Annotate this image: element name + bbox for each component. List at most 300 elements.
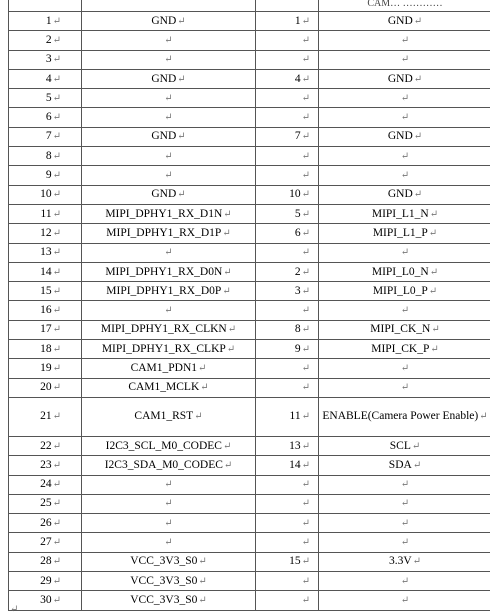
- return-mark: ↵: [52, 498, 61, 510]
- camera-signal-cell: [319, 359, 490, 377]
- return-mark: ↵: [301, 498, 310, 510]
- camera-pin-cell: [256, 51, 319, 69]
- table-row: [9, 70, 490, 89]
- return-mark: ↵: [52, 382, 61, 394]
- return-mark: ↵: [301, 479, 310, 491]
- return-mark: ↵: [52, 247, 61, 259]
- camera-signal-cell: [319, 340, 490, 358]
- table-row: [9, 186, 490, 205]
- camera-signal-cell: [319, 476, 490, 494]
- signal-name-cell-text: MIPI_DPHY1_RX_D1N: [105, 207, 223, 220]
- camera-pin-cell: [256, 166, 319, 184]
- camera-pin-cell: [256, 476, 319, 494]
- pin-number-cell: [9, 437, 82, 455]
- signal-name-cell-text: VCC_3V3_S0: [130, 593, 198, 606]
- return-mark: ↵: [52, 131, 61, 143]
- signal-name-cell-text: I2C3_SDA_M0_CODEC: [104, 458, 223, 471]
- camera-signal-cell: [319, 437, 490, 455]
- table-header-row: [9, 0, 490, 12]
- return-mark: ↵: [52, 54, 61, 66]
- return-mark: ↵: [400, 305, 410, 317]
- signal-name-cell: [82, 31, 256, 49]
- return-mark: ↵: [52, 343, 61, 355]
- signal-name-cell-text: VCC_3V3_S0: [130, 574, 198, 587]
- return-mark: ↵: [164, 54, 173, 66]
- return-mark: ↵: [222, 440, 232, 452]
- pin-number-cell-text: 7: [45, 130, 52, 143]
- header-cell-cam-signal: CAM… …………: [367, 0, 443, 9]
- signal-name-cell-text: VCC_3V3_S0: [130, 555, 198, 568]
- camera-signal-cell: [319, 282, 490, 300]
- signal-name-cell-text: MIPI_DPHY1_RX_D1P: [106, 226, 222, 239]
- return-mark: ↵: [164, 170, 173, 182]
- pin-number-cell-text: 27: [40, 536, 52, 549]
- return-mark: ↵: [301, 189, 310, 201]
- return-mark: ↵: [301, 411, 310, 423]
- camera-signal-cell: [319, 514, 490, 532]
- return-mark: ↵: [301, 324, 310, 336]
- signal-name-cell-text: GND: [151, 130, 177, 143]
- camera-pin-cell: [256, 108, 319, 126]
- camera-signal-cell: [319, 572, 490, 590]
- camera-pin-cell-text: 9: [294, 342, 301, 355]
- camera-signal-cell: [319, 31, 490, 49]
- pin-number-cell-text: 14: [40, 265, 52, 278]
- pin-number-cell: [9, 398, 82, 436]
- signal-name-cell: [82, 108, 256, 126]
- camera-pin-cell-text: 2: [294, 265, 301, 278]
- pin-number-cell: [9, 128, 82, 146]
- camera-signal-cell: [319, 224, 490, 242]
- camera-signal-cell-text: MIPI_CK_P: [371, 342, 430, 355]
- return-mark: ↵: [227, 324, 237, 336]
- pin-number-cell: [9, 456, 82, 474]
- return-mark: ↵: [222, 285, 231, 297]
- return-mark: ↵: [164, 112, 173, 124]
- pin-number-cell-text: 9: [45, 169, 52, 182]
- camera-signal-cell-text: MIPI_L0_P: [372, 284, 428, 297]
- pin-number-cell: [9, 166, 82, 184]
- pin-number-cell-text: 4: [45, 72, 52, 85]
- signal-name-cell: [82, 186, 256, 204]
- table-row: [9, 301, 490, 320]
- camera-pin-cell-text: 8: [294, 323, 301, 336]
- camera-signal-cell: [319, 398, 490, 436]
- table-row: [9, 340, 490, 359]
- camera-pin-cell-text: 11: [289, 410, 301, 423]
- camera-pin-cell: [256, 398, 319, 436]
- signal-name-cell-text: MIPI_DPHY1_RX_CLKP: [101, 342, 226, 355]
- pin-number-cell-text: 28: [40, 555, 52, 568]
- pin-number-cell-text: 11: [40, 207, 52, 220]
- signal-name-cell: [82, 224, 256, 242]
- return-mark: ↵: [479, 411, 488, 423]
- pin-number-cell: [9, 591, 82, 609]
- return-mark: ↵: [52, 189, 61, 201]
- pin-number-cell-text: 29: [40, 574, 52, 587]
- return-mark: ↵: [52, 266, 61, 278]
- pin-number-cell: [9, 12, 82, 30]
- camera-pin-cell-text: 7: [294, 130, 301, 143]
- camera-signal-cell-text: GND: [387, 130, 413, 143]
- return-mark: ↵: [301, 575, 310, 587]
- return-mark: ↵: [400, 92, 410, 104]
- signal-name-cell: [82, 51, 256, 69]
- pin-number-cell: [9, 495, 82, 513]
- return-mark: ↵: [400, 594, 410, 606]
- camera-pin-cell-text: 14: [289, 458, 301, 471]
- return-mark: ↵: [301, 73, 310, 85]
- camera-pin-cell-text: 5: [294, 207, 301, 220]
- camera-pin-cell: [256, 321, 319, 339]
- pin-number-cell: [9, 476, 82, 494]
- camera-signal-cell: [319, 553, 490, 571]
- return-mark: ↵: [301, 285, 310, 297]
- return-mark: ↵: [301, 112, 310, 124]
- return-mark: ↵: [301, 382, 310, 394]
- return-mark: ↵: [428, 285, 438, 297]
- pin-number-cell: [9, 186, 82, 204]
- pin-number-cell: [9, 301, 82, 319]
- pin-number-cell-text: 12: [40, 226, 52, 239]
- camera-signal-cell: [319, 244, 490, 262]
- signal-name-cell: [82, 340, 256, 358]
- signal-name-cell: [82, 70, 256, 88]
- table-row: [9, 495, 490, 514]
- return-mark: ↵: [223, 208, 232, 220]
- camera-signal-cell-text: GND: [387, 72, 413, 85]
- signal-name-cell: [82, 282, 256, 300]
- camera-pin-cell: [256, 359, 319, 377]
- pin-number-cell: [9, 379, 82, 397]
- camera-pin-cell: [256, 89, 319, 107]
- signal-name-cell: [82, 166, 256, 184]
- camera-pin-cell: [256, 379, 319, 397]
- camera-pin-cell: [256, 31, 319, 49]
- return-mark: ↵: [301, 131, 310, 143]
- pin-number-cell: [9, 147, 82, 165]
- signal-name-cell-text: CAM1_MCLK: [128, 381, 200, 394]
- return-mark: ↵: [301, 517, 310, 529]
- camera-pin-cell: [256, 553, 319, 571]
- pin-number-cell-text: 24: [40, 478, 52, 491]
- camera-signal-cell-text: GND: [387, 188, 413, 201]
- signal-name-cell: [82, 379, 256, 397]
- camera-pin-cell-text: 1: [294, 14, 301, 27]
- return-mark: ↵: [164, 537, 173, 549]
- return-mark: ↵: [52, 459, 61, 471]
- return-mark: ↵: [301, 15, 310, 27]
- return-mark: ↵: [400, 517, 410, 529]
- camera-pin-cell: [256, 456, 319, 474]
- signal-name-cell-text: CAM1_PDN1: [130, 361, 198, 374]
- camera-signal-cell: [319, 70, 490, 88]
- return-mark: ↵: [301, 305, 310, 317]
- return-mark: ↵: [52, 15, 61, 27]
- pin-number-cell: [9, 321, 82, 339]
- return-mark: ↵: [400, 247, 410, 259]
- return-mark: ↵: [177, 73, 186, 85]
- return-mark: ↵: [52, 34, 61, 46]
- pin-number-cell: [9, 31, 82, 49]
- pin-number-cell-text: 5: [45, 91, 52, 104]
- return-mark: ↵: [52, 411, 61, 423]
- camera-pin-cell: [256, 12, 319, 30]
- table-row: [9, 456, 490, 475]
- pin-number-cell: [9, 553, 82, 571]
- return-mark: ↵: [301, 266, 310, 278]
- signal-name-cell: [82, 533, 256, 551]
- signal-name-cell: [82, 244, 256, 262]
- camera-signal-cell-text: SDA: [388, 458, 412, 471]
- return-mark: ↵: [400, 362, 410, 374]
- camera-signal-cell-text: MIPI_L1_N: [371, 207, 429, 220]
- pin-number-cell: [9, 359, 82, 377]
- table-row: [9, 553, 490, 572]
- return-mark: ↵: [52, 440, 61, 452]
- return-mark: ↵: [301, 247, 310, 259]
- signal-name-cell: [82, 398, 256, 436]
- pin-number-cell-text: 10: [40, 188, 52, 201]
- return-mark: ↵: [164, 150, 173, 162]
- table-row: [9, 359, 490, 378]
- signal-name-cell: [82, 437, 256, 455]
- camera-pin-cell-text: 3: [294, 284, 301, 297]
- table-row: [9, 205, 490, 224]
- camera-signal-cell-text: SCL: [389, 439, 411, 452]
- camera-signal-cell: [319, 321, 490, 339]
- camera-pin-cell: [256, 301, 319, 319]
- table-row: [9, 379, 490, 398]
- return-mark: ↵: [177, 189, 186, 201]
- return-mark: ↵: [301, 362, 310, 374]
- signal-name-cell: [82, 514, 256, 532]
- camera-signal-cell: [319, 533, 490, 551]
- return-mark: ↵: [52, 285, 61, 297]
- camera-pin-cell: [256, 514, 319, 532]
- pin-number-cell-text: 16: [40, 304, 52, 317]
- return-mark: ↵: [412, 459, 422, 471]
- table-row: [9, 244, 490, 263]
- camera-signal-cell: [319, 379, 490, 397]
- pin-number-cell-text: 18: [40, 342, 52, 355]
- table-row: [9, 89, 490, 108]
- return-mark: ↵: [198, 594, 207, 606]
- camera-signal-cell: [319, 591, 490, 609]
- return-mark: ↵: [301, 537, 310, 549]
- table-row: [9, 263, 490, 282]
- return-mark: ↵: [222, 227, 231, 239]
- signal-name-cell: [82, 359, 256, 377]
- pin-number-cell-text: 8: [45, 149, 52, 162]
- return-mark: ↵: [301, 594, 310, 606]
- return-mark: ↵: [177, 131, 186, 143]
- table-row: [9, 398, 490, 437]
- pin-number-cell-text: 13: [40, 246, 52, 259]
- pin-number-cell-text: 6: [45, 111, 52, 124]
- return-mark: ↵: [413, 131, 423, 143]
- pin-number-cell-text: 25: [40, 497, 52, 510]
- return-mark: ↵: [52, 112, 61, 124]
- camera-pin-cell: [256, 572, 319, 590]
- return-mark: ↵: [52, 208, 61, 220]
- signal-name-cell-text: GND: [151, 72, 177, 85]
- camera-signal-cell: [319, 147, 490, 165]
- return-mark: ↵: [413, 189, 423, 201]
- return-mark: ↵: [431, 324, 440, 336]
- camera-pin-cell-text: 6: [294, 226, 301, 239]
- return-mark: ↵: [52, 73, 61, 85]
- camera-signal-cell: [319, 186, 490, 204]
- signal-name-cell-text: CAM1_RST: [134, 410, 194, 423]
- return-mark: ↵: [301, 556, 310, 568]
- return-mark: ↵: [301, 459, 310, 471]
- pin-number-cell-text: 17: [40, 323, 52, 336]
- return-mark: ↵: [177, 15, 186, 27]
- camera-pin-cell: [256, 533, 319, 551]
- pin-number-cell: [9, 224, 82, 242]
- table-row: [9, 282, 490, 301]
- camera-pin-cell: [256, 263, 319, 281]
- return-mark: ↵: [413, 15, 423, 27]
- return-mark: ↵: [164, 498, 173, 510]
- return-mark: ↵: [301, 440, 310, 452]
- pin-number-cell: [9, 70, 82, 88]
- header-cell-signal: [82, 0, 256, 11]
- pin-number-cell-text: 1: [45, 14, 52, 27]
- camera-pin-cell: [256, 495, 319, 513]
- signal-name-cell-text: MIPI_DPHY1_RX_CLKN: [100, 323, 227, 336]
- return-mark: ↵: [400, 382, 410, 394]
- pin-number-cell: [9, 514, 82, 532]
- signal-name-cell: [82, 263, 256, 281]
- camera-pin-cell-text: 4: [294, 72, 301, 85]
- signal-name-cell: [82, 205, 256, 223]
- signal-name-cell: [82, 553, 256, 571]
- camera-signal-cell: [319, 166, 490, 184]
- camera-signal-cell: [319, 12, 490, 30]
- return-mark: ↵: [301, 92, 310, 104]
- pin-number-cell-text: 19: [40, 361, 52, 374]
- camera-signal-cell: [319, 128, 490, 146]
- signal-name-cell: [82, 495, 256, 513]
- return-mark: ↵: [198, 575, 207, 587]
- return-mark: ↵: [301, 54, 310, 66]
- return-mark: ↵: [52, 324, 61, 336]
- pin-number-cell: [9, 108, 82, 126]
- table-row: [9, 31, 490, 50]
- return-mark: ↵: [429, 266, 439, 278]
- return-mark: ↵: [223, 266, 232, 278]
- camera-signal-cell-text: GND: [387, 14, 413, 27]
- camera-signal-cell-text: ENABLE(Camera Power Enable): [322, 410, 479, 423]
- camera-pin-cell: [256, 282, 319, 300]
- table-row: [9, 128, 490, 147]
- signal-name-cell-text: MIPI_DPHY1_RX_D0P: [106, 284, 222, 297]
- signal-name-cell: [82, 128, 256, 146]
- pin-number-cell: [9, 51, 82, 69]
- return-mark: ↵: [400, 34, 410, 46]
- table-row: [9, 533, 490, 552]
- return-mark: ↵: [164, 34, 173, 46]
- table-row: [9, 321, 490, 340]
- return-mark: ↵: [413, 73, 423, 85]
- pin-number-cell: [9, 533, 82, 551]
- pin-number-cell-text: 2: [45, 33, 52, 46]
- return-mark: ↵: [400, 150, 410, 162]
- table-row: [9, 591, 490, 610]
- signal-name-cell: [82, 591, 256, 609]
- return-mark: ↵: [52, 537, 61, 549]
- pin-number-cell-text: 30: [40, 593, 52, 606]
- signal-name-cell-text: MIPI_DPHY1_RX_D0N: [105, 265, 223, 278]
- return-mark: ↵: [301, 343, 310, 355]
- return-mark: ↵: [52, 479, 61, 491]
- paragraph-mark: ↵: [10, 604, 19, 615]
- signal-name-cell-text: I2C3_SCL_M0_CODEC: [105, 439, 222, 452]
- return-mark: ↵: [400, 112, 410, 124]
- pin-number-cell-text: 15: [40, 284, 52, 297]
- pin-number-cell: [9, 89, 82, 107]
- return-mark: ↵: [400, 537, 410, 549]
- pin-number-cell: [9, 205, 82, 223]
- camera-signal-cell-text: MIPI_L0_N: [371, 265, 429, 278]
- pin-number-cell: [9, 263, 82, 281]
- pin-mapping-table: [8, 0, 490, 611]
- return-mark: ↵: [400, 170, 410, 182]
- return-mark: ↵: [301, 34, 310, 46]
- return-mark: ↵: [400, 575, 410, 587]
- camera-signal-cell: [319, 89, 490, 107]
- return-mark: ↵: [430, 343, 439, 355]
- camera-signal-cell: [319, 301, 490, 319]
- table-row: [9, 166, 490, 185]
- camera-pin-cell: [256, 591, 319, 609]
- return-mark: ↵: [52, 575, 61, 587]
- return-mark: ↵: [411, 440, 421, 452]
- return-mark: ↵: [164, 479, 173, 491]
- camera-signal-cell-text: 3.3V: [388, 555, 412, 568]
- camera-pin-cell: [256, 128, 319, 146]
- return-mark: ↵: [400, 479, 410, 491]
- return-mark: ↵: [301, 170, 310, 182]
- camera-signal-cell: [319, 495, 490, 513]
- pin-number-cell-text: 20: [40, 381, 52, 394]
- camera-pin-cell: [256, 70, 319, 88]
- table-row: [9, 224, 490, 243]
- signal-name-cell: [82, 476, 256, 494]
- camera-signal-cell-text: MIPI_CK_N: [370, 323, 431, 336]
- signal-name-cell: [82, 147, 256, 165]
- pin-number-cell-text: 3: [45, 53, 52, 66]
- return-mark: ↵: [226, 343, 236, 355]
- table-row: [9, 476, 490, 495]
- camera-pin-cell-text: 13: [289, 439, 301, 452]
- camera-pin-cell: [256, 205, 319, 223]
- table-row: [9, 572, 490, 591]
- camera-signal-cell: [319, 51, 490, 69]
- camera-pin-cell: [256, 340, 319, 358]
- camera-pin-cell: [256, 244, 319, 262]
- camera-pin-cell-text: 15: [289, 555, 301, 568]
- return-mark: ↵: [198, 556, 207, 568]
- pin-number-cell-text: 22: [40, 439, 52, 452]
- signal-name-cell-text: GND: [151, 14, 177, 27]
- return-mark: ↵: [52, 92, 61, 104]
- table-row: [9, 12, 490, 31]
- signal-name-cell: [82, 301, 256, 319]
- return-mark: ↵: [52, 517, 61, 529]
